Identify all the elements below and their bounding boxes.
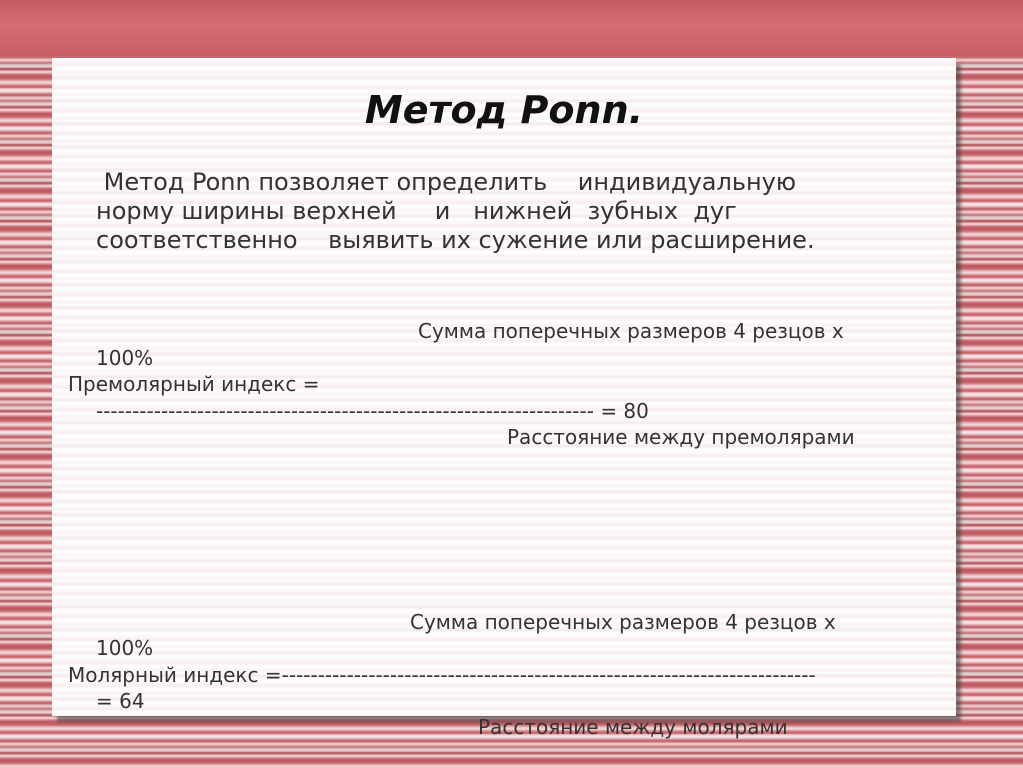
intro-line-2: норму ширины верхней и нижней зубных дуг [96, 197, 737, 225]
molar-numerator: Сумма поперечных размеров 4 резцов х [410, 610, 836, 634]
molar-denominator: Расстояние между молярами [478, 715, 788, 739]
premolar-fraction-line: --------------------------------------------------------------------- = 80 [96, 399, 649, 423]
molar-label-line: Молярный индекс =-------------------------------------------------------------------------- [68, 663, 816, 687]
slide-panel [52, 58, 956, 716]
premolar-numerator-cont: 100% [96, 346, 154, 370]
intro-line-3: соответственно выявить их сужение или расширение. [96, 226, 815, 254]
premolar-label: Премолярный индекс = [68, 372, 320, 396]
slide-title: Метод Ponn. [364, 88, 644, 132]
premolar-denominator: Расстояние между премолярами [507, 425, 855, 449]
intro-line-1: Метод Ponn позволяет определить индивидуальную [96, 168, 797, 196]
molar-numerator-cont: 100% [96, 636, 154, 660]
molar-result: = 64 [96, 689, 145, 713]
top-band [0, 0, 1023, 56]
premolar-numerator: Сумма поперечных размеров 4 резцов х [418, 319, 844, 343]
